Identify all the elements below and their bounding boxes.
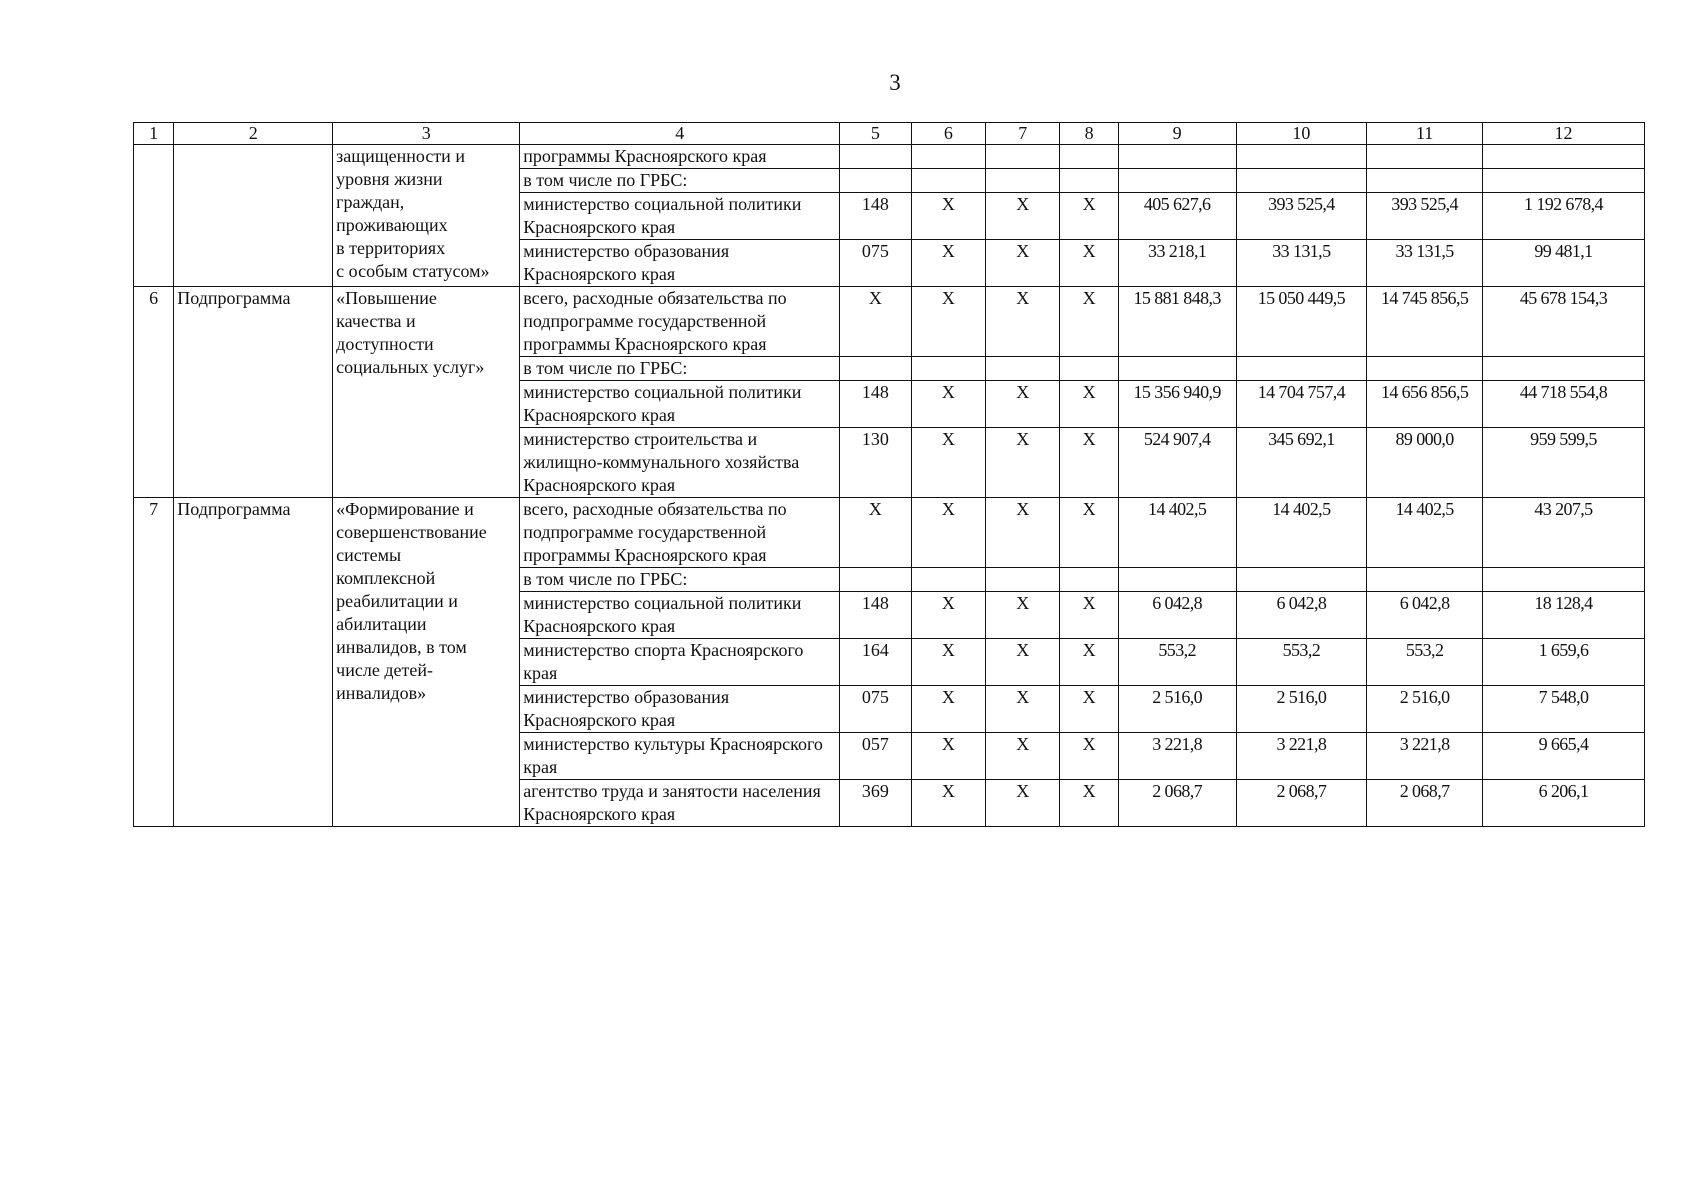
- year-2-amount-cell: 14 704 757,4: [1236, 381, 1367, 428]
- year-1-amount-cell: 524 907,4: [1118, 428, 1236, 498]
- subprogram-name-line: уровня жизни: [336, 169, 443, 189]
- section-code-cell: Х: [911, 428, 985, 498]
- row-kind-cell: Подпрограмма: [174, 287, 333, 498]
- target-article-cell: [986, 145, 1060, 169]
- grbs-code-cell: 148: [840, 381, 911, 428]
- column-header: 4: [520, 123, 840, 145]
- expense-description-cell: в том числе по ГРБС:: [520, 357, 840, 381]
- target-article-cell: [986, 568, 1060, 592]
- year-1-amount-cell: 14 402,5: [1118, 498, 1236, 568]
- subprogram-name-line: инвалидов, в том: [336, 637, 467, 657]
- section-code-cell: Х: [911, 733, 985, 780]
- section-code-cell: Х: [911, 686, 985, 733]
- expense-type-cell: Х: [1060, 381, 1118, 428]
- year-2-amount-cell: 393 525,4: [1236, 193, 1367, 240]
- expense-type-cell: Х: [1060, 639, 1118, 686]
- year-2-amount-cell: 2 516,0: [1236, 686, 1367, 733]
- column-header: 3: [333, 123, 520, 145]
- expense-type-cell: [1060, 357, 1118, 381]
- expense-description-cell: министерство образования Красноярского края: [520, 240, 840, 287]
- subprogram-name-line: качества и: [336, 311, 416, 331]
- grbs-code-cell: 075: [840, 240, 911, 287]
- expense-type-cell: Х: [1060, 686, 1118, 733]
- expense-description-cell: всего, расходные обязательства по подпрограмме государственной программы Красноярского края: [520, 498, 840, 568]
- year-3-amount-cell: 393 525,4: [1367, 193, 1483, 240]
- subprogram-name-line: «Формирование и: [336, 499, 474, 519]
- subprogram-name-line: с особым статусом»: [336, 261, 490, 281]
- column-header: 10: [1236, 123, 1367, 145]
- column-header: 8: [1060, 123, 1118, 145]
- expense-description-cell: министерство социальной политики Красноярского края: [520, 381, 840, 428]
- total-amount-cell: 45 678 154,3: [1482, 287, 1644, 357]
- grbs-code-cell: [840, 169, 911, 193]
- section-code-cell: [911, 169, 985, 193]
- subprogram-name-line: граждан,: [336, 192, 405, 212]
- row-number-cell: 7: [134, 498, 174, 827]
- page-number: 3: [889, 70, 901, 95]
- year-1-amount-cell: [1118, 568, 1236, 592]
- year-1-amount-cell: 2 516,0: [1118, 686, 1236, 733]
- expense-type-cell: [1060, 568, 1118, 592]
- target-article-cell: Х: [986, 240, 1060, 287]
- year-1-amount-cell: 33 218,1: [1118, 240, 1236, 287]
- subprogram-name-line: инвалидов»: [336, 683, 427, 703]
- budget-table: [133, 122, 1645, 827]
- expense-type-cell: [1060, 169, 1118, 193]
- target-article-cell: Х: [986, 381, 1060, 428]
- year-3-amount-cell: [1367, 145, 1483, 169]
- year-2-amount-cell: 14 402,5: [1236, 498, 1367, 568]
- year-2-amount-cell: [1236, 169, 1367, 193]
- expense-type-cell: Х: [1060, 287, 1118, 357]
- year-1-amount-cell: [1118, 357, 1236, 381]
- column-header: 6: [911, 123, 985, 145]
- total-amount-cell: [1482, 169, 1644, 193]
- year-2-amount-cell: 3 221,8: [1236, 733, 1367, 780]
- section-continued: [134, 145, 1645, 287]
- section-code-cell: Х: [911, 381, 985, 428]
- row-number-cell: [134, 145, 174, 287]
- year-3-amount-cell: [1367, 357, 1483, 381]
- column-header: 7: [986, 123, 1060, 145]
- year-3-amount-cell: [1367, 568, 1483, 592]
- column-header: 12: [1482, 123, 1644, 145]
- subprogram-name-line: «Повышение: [336, 288, 437, 308]
- target-article-cell: Х: [986, 686, 1060, 733]
- expense-type-cell: Х: [1060, 780, 1118, 827]
- section-code-cell: Х: [911, 780, 985, 827]
- year-3-amount-cell: 3 221,8: [1367, 733, 1483, 780]
- year-3-amount-cell: 14 402,5: [1367, 498, 1483, 568]
- year-2-amount-cell: 6 042,8: [1236, 592, 1367, 639]
- total-amount-cell: 1 192 678,4: [1482, 193, 1644, 240]
- year-2-amount-cell: 33 131,5: [1236, 240, 1367, 287]
- grbs-code-cell: [840, 568, 911, 592]
- total-amount-cell: [1482, 145, 1644, 169]
- subprogram-name-cell: [333, 498, 520, 827]
- year-3-amount-cell: 553,2: [1367, 639, 1483, 686]
- total-amount-cell: 18 128,4: [1482, 592, 1644, 639]
- total-amount-cell: 44 718 554,8: [1482, 381, 1644, 428]
- expense-type-cell: Х: [1060, 733, 1118, 780]
- section-code-cell: Х: [911, 193, 985, 240]
- grbs-code-cell: 148: [840, 592, 911, 639]
- year-3-amount-cell: 14 656 856,5: [1367, 381, 1483, 428]
- total-amount-cell: 959 599,5: [1482, 428, 1644, 498]
- year-1-amount-cell: 2 068,7: [1118, 780, 1236, 827]
- row-kind-cell: Подпрограмма: [174, 498, 333, 827]
- subprogram-name-line: реабилитации и: [336, 591, 458, 611]
- year-2-amount-cell: [1236, 145, 1367, 169]
- table-row: [134, 498, 1645, 568]
- grbs-code-cell: Х: [840, 498, 911, 568]
- target-article-cell: Х: [986, 428, 1060, 498]
- expense-description-cell: агентство труда и занятости населения Красноярского края: [520, 780, 840, 827]
- expense-description-cell: министерство строительства и жилищно-коммунального хозяйства Красноярского края: [520, 428, 840, 498]
- year-1-amount-cell: 3 221,8: [1118, 733, 1236, 780]
- total-amount-cell: 7 548,0: [1482, 686, 1644, 733]
- column-header: 9: [1118, 123, 1236, 145]
- year-3-amount-cell: [1367, 169, 1483, 193]
- target-article-cell: [986, 169, 1060, 193]
- table-row: [134, 287, 1645, 357]
- expense-type-cell: Х: [1060, 193, 1118, 240]
- subprogram-name-line: абилитации: [336, 614, 427, 634]
- subprogram-name-line: защищенности и: [336, 146, 465, 166]
- subprogram-name-cell: [333, 145, 520, 287]
- grbs-code-cell: 148: [840, 193, 911, 240]
- expense-type-cell: Х: [1060, 592, 1118, 639]
- subprogram-name-line: совершенствование: [336, 522, 487, 542]
- grbs-code-cell: [840, 357, 911, 381]
- target-article-cell: Х: [986, 639, 1060, 686]
- target-article-cell: [986, 357, 1060, 381]
- row-kind-cell: [174, 145, 333, 287]
- total-amount-cell: 43 207,5: [1482, 498, 1644, 568]
- expense-description-cell: в том числе по ГРБС:: [520, 169, 840, 193]
- section-code-cell: Х: [911, 287, 985, 357]
- section-code-cell: [911, 357, 985, 381]
- grbs-code-cell: 369: [840, 780, 911, 827]
- total-amount-cell: 6 206,1: [1482, 780, 1644, 827]
- total-amount-cell: 1 659,6: [1482, 639, 1644, 686]
- section-code-cell: Х: [911, 592, 985, 639]
- grbs-code-cell: Х: [840, 287, 911, 357]
- column-header: 5: [840, 123, 911, 145]
- year-1-amount-cell: 405 627,6: [1118, 193, 1236, 240]
- subprogram-name-line: социальных услуг»: [336, 357, 485, 377]
- subprogram-name-line: комплексной: [336, 568, 436, 588]
- expense-description-cell: министерство социальной политики Красноярского края: [520, 592, 840, 639]
- year-1-amount-cell: 553,2: [1118, 639, 1236, 686]
- total-amount-cell: 9 665,4: [1482, 733, 1644, 780]
- section-subprogram-7: [134, 498, 1645, 827]
- expense-description-cell: министерство культуры Красноярского края: [520, 733, 840, 780]
- year-2-amount-cell: [1236, 357, 1367, 381]
- subprogram-name-line: доступности: [336, 334, 434, 354]
- year-3-amount-cell: 33 131,5: [1367, 240, 1483, 287]
- subprogram-name-line: в территориях: [336, 238, 446, 258]
- subprogram-name-line: числе детей-: [336, 660, 433, 680]
- year-1-amount-cell: [1118, 169, 1236, 193]
- grbs-code-cell: [840, 145, 911, 169]
- year-1-amount-cell: 6 042,8: [1118, 592, 1236, 639]
- column-header: 1: [134, 123, 174, 145]
- total-amount-cell: 99 481,1: [1482, 240, 1644, 287]
- expense-description-cell: министерство социальной политики Красноярского края: [520, 193, 840, 240]
- expense-type-cell: Х: [1060, 498, 1118, 568]
- year-1-amount-cell: [1118, 145, 1236, 169]
- year-3-amount-cell: 2 068,7: [1367, 780, 1483, 827]
- year-1-amount-cell: 15 881 848,3: [1118, 287, 1236, 357]
- expense-description-cell: министерство образования Красноярского края: [520, 686, 840, 733]
- year-2-amount-cell: 553,2: [1236, 639, 1367, 686]
- expense-description-cell: программы Красноярского края: [520, 145, 840, 169]
- year-3-amount-cell: 6 042,8: [1367, 592, 1483, 639]
- year-3-amount-cell: 89 000,0: [1367, 428, 1483, 498]
- section-subprogram-6: [134, 287, 1645, 498]
- target-article-cell: Х: [986, 287, 1060, 357]
- year-2-amount-cell: 2 068,7: [1236, 780, 1367, 827]
- expense-type-cell: [1060, 145, 1118, 169]
- section-code-cell: [911, 568, 985, 592]
- expense-type-cell: Х: [1060, 428, 1118, 498]
- target-article-cell: Х: [986, 498, 1060, 568]
- year-2-amount-cell: 345 692,1: [1236, 428, 1367, 498]
- row-number-cell: 6: [134, 287, 174, 498]
- section-code-cell: Х: [911, 639, 985, 686]
- expense-description-cell: в том числе по ГРБС:: [520, 568, 840, 592]
- table-row: [134, 145, 1645, 169]
- column-header: 2: [174, 123, 333, 145]
- year-2-amount-cell: 15 050 449,5: [1236, 287, 1367, 357]
- subprogram-name-cell: [333, 287, 520, 498]
- expense-type-cell: Х: [1060, 240, 1118, 287]
- target-article-cell: Х: [986, 733, 1060, 780]
- expense-description-cell: всего, расходные обязательства по подпрограмме государственной программы Красноярского края: [520, 287, 840, 357]
- expense-description-cell: министерство спорта Красноярского края: [520, 639, 840, 686]
- grbs-code-cell: 075: [840, 686, 911, 733]
- section-code-cell: [911, 145, 985, 169]
- column-header: 11: [1367, 123, 1483, 145]
- target-article-cell: Х: [986, 193, 1060, 240]
- year-1-amount-cell: 15 356 940,9: [1118, 381, 1236, 428]
- grbs-code-cell: 057: [840, 733, 911, 780]
- target-article-cell: Х: [986, 780, 1060, 827]
- subprogram-name-line: системы: [336, 545, 402, 565]
- section-code-cell: Х: [911, 240, 985, 287]
- total-amount-cell: [1482, 357, 1644, 381]
- grbs-code-cell: 164: [840, 639, 911, 686]
- year-3-amount-cell: 2 516,0: [1367, 686, 1483, 733]
- section-code-cell: Х: [911, 498, 985, 568]
- total-amount-cell: [1482, 568, 1644, 592]
- year-2-amount-cell: [1236, 568, 1367, 592]
- subprogram-name-line: проживающих: [336, 215, 448, 235]
- target-article-cell: Х: [986, 592, 1060, 639]
- year-3-amount-cell: 14 745 856,5: [1367, 287, 1483, 357]
- grbs-code-cell: 130: [840, 428, 911, 498]
- header-row: [134, 123, 1645, 145]
